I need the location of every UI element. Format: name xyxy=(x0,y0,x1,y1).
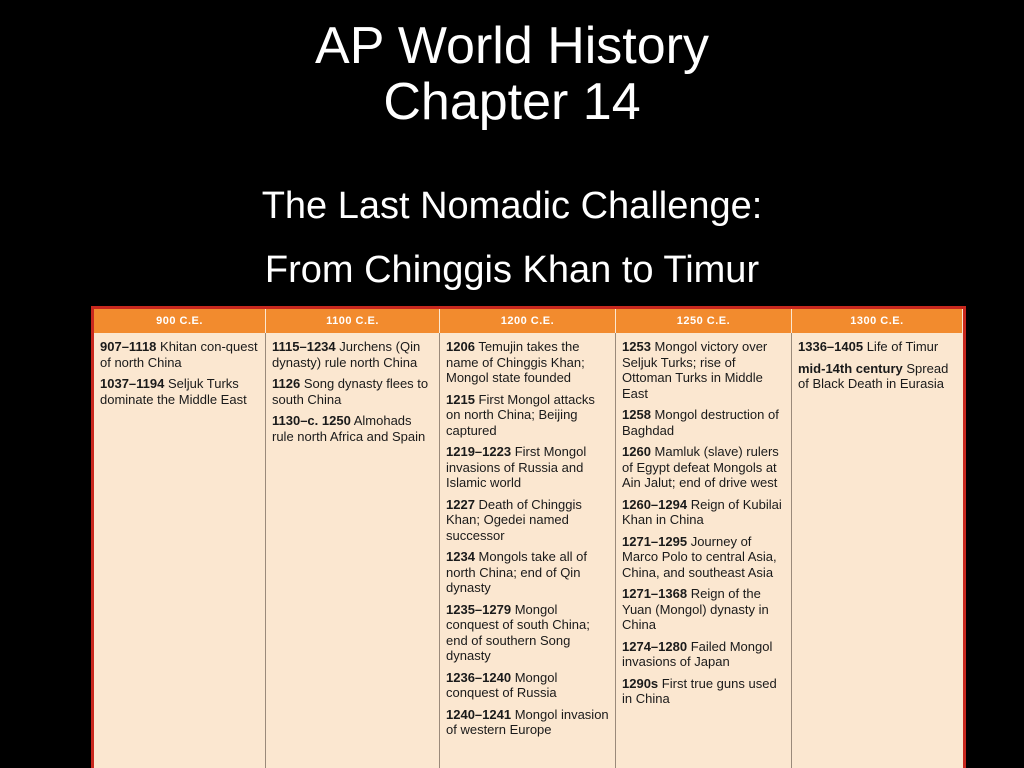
timeline-entry xyxy=(446,670,609,701)
entry-date: 1336–1405 xyxy=(798,339,864,354)
entry-date: 1240–1241 xyxy=(446,706,512,722)
entry-date: 1258 xyxy=(622,407,651,422)
timeline-entry xyxy=(100,339,259,370)
timeline-entry xyxy=(622,639,785,670)
timeline-entry xyxy=(446,707,609,738)
entry-text: Mongol victory over Seljuk Turks; rise of Ottoman Turks in Middle East xyxy=(622,339,768,401)
entry-date: 1236–1240 xyxy=(446,669,512,685)
entry-text: Mongols take all of north China; end of Qin dynasty xyxy=(446,549,587,595)
timeline-entry xyxy=(446,444,609,491)
timeline-entry xyxy=(446,339,609,386)
entry-text: Temujin takes the name of Chinggis Khan; Mongol state founded xyxy=(446,339,585,385)
slide-title xyxy=(0,18,1024,130)
entry-date: 1215 xyxy=(446,391,475,407)
entry-date: 1290s xyxy=(622,675,659,691)
timeline-entry xyxy=(622,497,785,528)
timeline-entry xyxy=(272,339,433,370)
entry-date: 1206 xyxy=(446,339,475,354)
subtitle-line-1: The Last Nomadic Challenge: xyxy=(261,185,763,227)
timeline-column-900 xyxy=(94,333,266,768)
timeline-entry xyxy=(798,361,957,392)
timeline-entry xyxy=(446,602,609,664)
entry-text: First Mongol invasions of Russia and Islamic world xyxy=(446,444,587,490)
timeline-entry xyxy=(798,339,957,355)
entry-text: Mongol conquest of south China; end of southern Song dynasty xyxy=(446,601,590,663)
entry-text: Life of Timur xyxy=(866,339,939,354)
entry-date: 1227 xyxy=(446,496,475,512)
timeline-entry xyxy=(272,413,433,444)
timeline-header-1100: 1100 C.E. xyxy=(266,309,440,333)
entry-date: 907–1118 xyxy=(100,339,157,354)
timeline-entry xyxy=(622,534,785,581)
title-line-1: AP World History xyxy=(315,17,709,75)
entry-text: Khitan con-quest of north China xyxy=(100,339,258,370)
entry-text: Reign of Kubilai Khan in China xyxy=(622,496,782,527)
entry-text: Mongol conquest of Russia xyxy=(446,669,558,700)
timeline-column-1300 xyxy=(792,333,963,768)
entry-text: Mamluk (slave) rulers of Egypt defeat Mongols at Ain Jalut; end of drive west xyxy=(622,444,779,490)
entry-text: Seljuk Turks dominate the Middle East xyxy=(100,376,247,407)
entry-date: 1260 xyxy=(622,444,651,459)
timeline-entry xyxy=(272,376,433,407)
entry-date: 1234 xyxy=(446,549,475,564)
timeline-header-1250: 1250 C.E. xyxy=(616,309,792,333)
timeline-entry xyxy=(622,586,785,633)
entry-date: 1219–1223 xyxy=(446,444,512,459)
entry-date: 1130–c. 1250 xyxy=(272,413,351,428)
timeline-entry xyxy=(446,392,609,439)
entry-text: Reign of the Yuan (Mongol) dynasty in China xyxy=(622,586,769,632)
timeline-entry xyxy=(100,376,259,407)
entry-text: Song dynasty flees to south China xyxy=(272,376,429,407)
title-line-2: Chapter 14 xyxy=(383,73,641,131)
timeline-entry xyxy=(446,549,609,596)
timeline-header-1200: 1200 C.E. xyxy=(440,309,616,333)
entry-text: First true guns used in China xyxy=(622,675,777,706)
entry-text: Journey of Marco Polo to central Asia, China, and southeast Asia xyxy=(622,533,777,580)
timeline-header-900: 900 C.E. xyxy=(94,309,266,333)
timeline-entry xyxy=(446,497,609,544)
entry-text: First Mongol attacks on north China; Beijing captured xyxy=(446,391,595,438)
timeline-entry xyxy=(622,407,785,438)
timeline-table xyxy=(91,306,966,768)
entry-date: 1260–1294 xyxy=(622,496,688,512)
entry-date: 1115–1234 xyxy=(272,339,336,354)
timeline-entry xyxy=(622,339,785,401)
entry-text: Almohads rule north Africa and Spain xyxy=(272,413,426,444)
entry-text: Spread of Black Death in Eurasia xyxy=(798,360,949,391)
entry-date: 1271–1368 xyxy=(622,586,688,601)
timeline-column-1100 xyxy=(266,333,440,768)
entry-date: 1253 xyxy=(622,339,651,354)
timeline-column-1200 xyxy=(440,333,616,768)
entry-text: Death of Chinggis Khan; Ogedei named successor xyxy=(446,496,582,543)
entry-text: Jurchens (Qin dynasty) rule north China xyxy=(272,339,421,370)
entry-text: Failed Mongol invasions of Japan xyxy=(622,638,773,669)
entry-date: 1271–1295 xyxy=(622,533,688,549)
entry-date: 1037–1194 xyxy=(100,376,165,391)
entry-text: Mongol destruction of Baghdad xyxy=(622,407,779,438)
timeline-column-1250 xyxy=(616,333,792,768)
timeline-entry xyxy=(622,676,785,707)
timeline-entry xyxy=(622,444,785,491)
entry-date: 1235–1279 xyxy=(446,601,512,617)
subtitle-line-2: From Chinggis Khan to Timur xyxy=(264,249,760,291)
entry-date: 1126 xyxy=(272,376,301,391)
entry-text: Mongol invasion of western Europe xyxy=(446,706,609,737)
entry-date: mid-14th century xyxy=(798,360,903,376)
entry-date: 1274–1280 xyxy=(622,638,688,654)
timeline-header-1300: 1300 C.E. xyxy=(792,309,963,333)
